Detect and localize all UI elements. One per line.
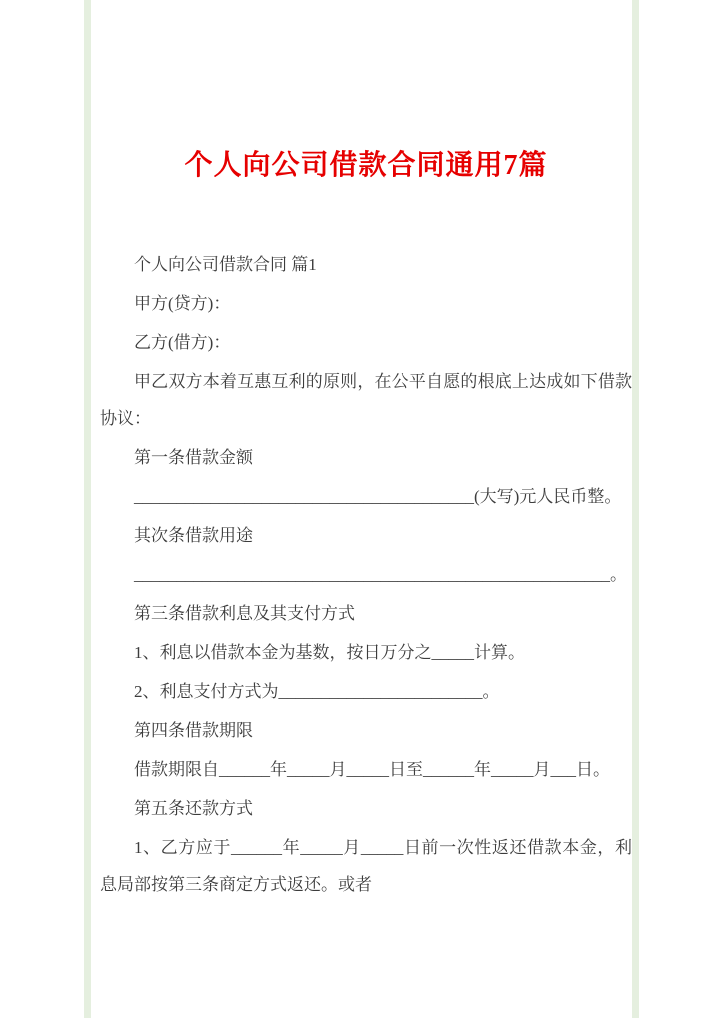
document-content	[100, 146, 632, 905]
paragraph: 第四条借款期限	[134, 721, 253, 740]
paragraph: ________________________________________(大写)元人民币整。	[134, 487, 622, 506]
paragraph: 其次条借款用途	[134, 526, 253, 545]
paragraph: 借款期限自______年_____月_____日至______年_____月___日。	[134, 760, 610, 779]
paragraph: 1、利息以借款本金为基数，按日万分之_____计算。	[134, 643, 525, 662]
paragraph: 第五条还款方式	[134, 799, 253, 818]
paragraph: 甲乙双方本着互惠互利的原则，在公平自愿的根底上达成如下借款协议：	[100, 372, 632, 428]
paragraph: ________________________________________________________。	[134, 565, 627, 584]
paragraph: 甲方(贷方)：	[134, 294, 231, 313]
document-body	[100, 246, 632, 903]
document-title: 个人向公司借款合同通用7篇	[184, 150, 548, 181]
paragraph: 第一条借款金额	[134, 448, 253, 467]
paragraph: 个人向公司借款合同 篇1	[134, 255, 317, 274]
left-page-border	[84, 0, 91, 1018]
paragraph: 2、利息支付方式为________________________。	[134, 682, 500, 701]
right-page-border	[632, 0, 639, 1018]
paragraph: 乙方(借方)：	[134, 333, 231, 352]
paragraph: 第三条借款利息及其支付方式	[134, 604, 355, 623]
paragraph: 1、乙方应于______年_____月_____日前一次性返还借款本金，利息局部按第三条商定方式返还。或者	[100, 838, 632, 894]
